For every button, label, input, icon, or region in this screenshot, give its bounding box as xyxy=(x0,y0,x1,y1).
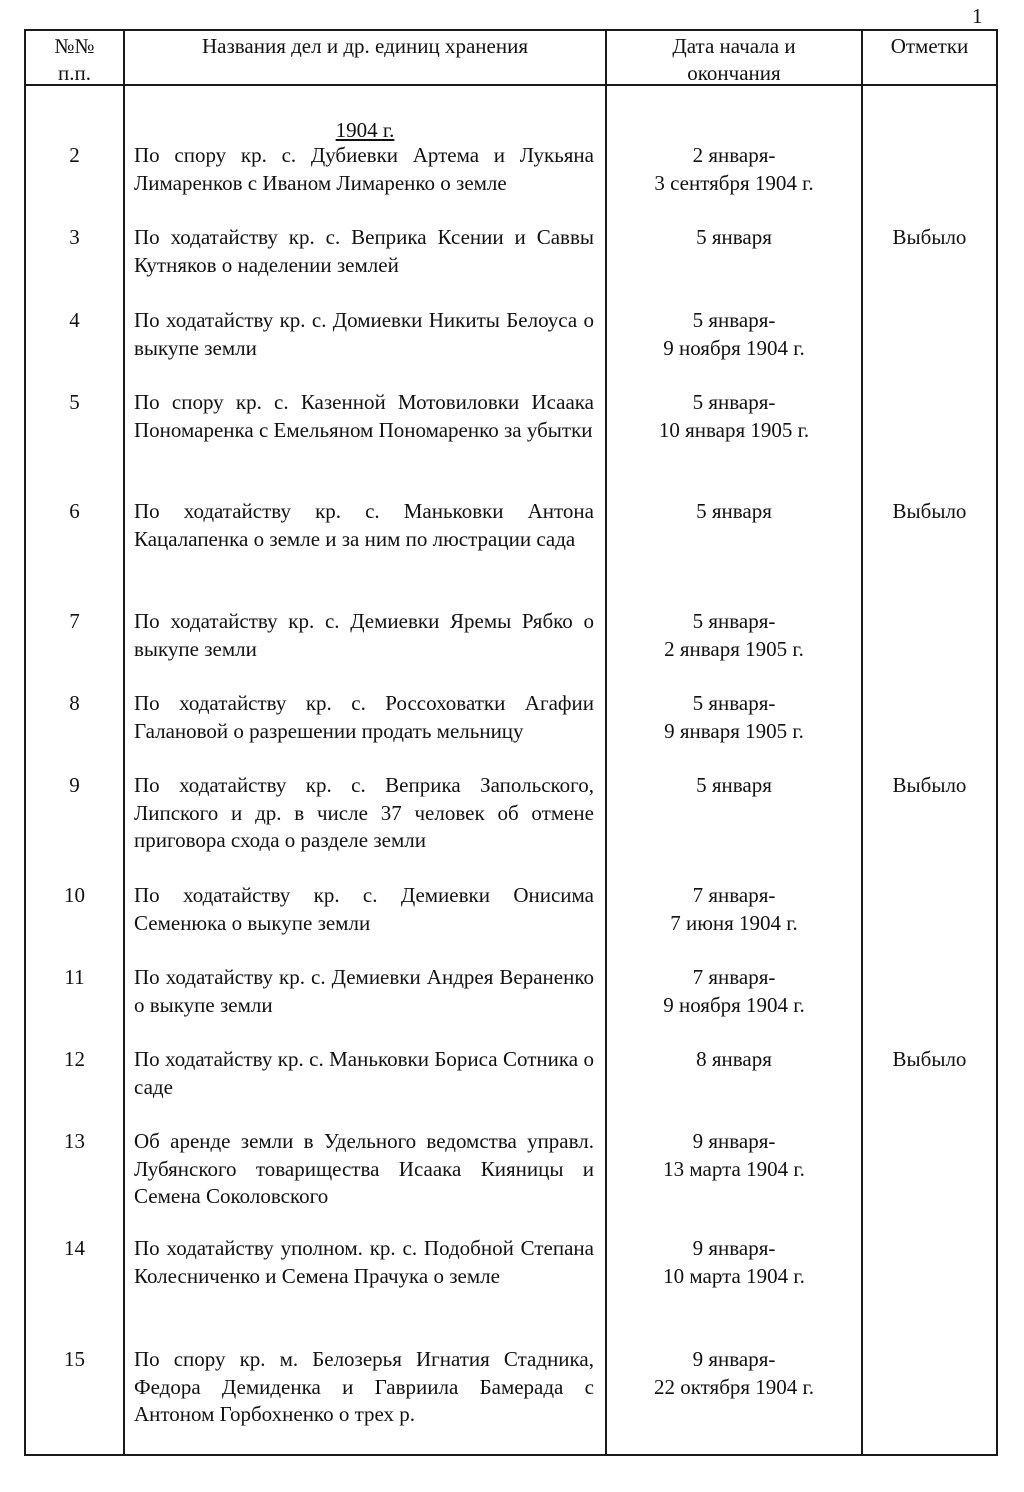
row-number: 7 xyxy=(69,609,80,633)
inventory-table xyxy=(24,29,998,1456)
row-note: Выбыло xyxy=(892,773,967,797)
row-number: 12 xyxy=(64,1047,85,1071)
row-number: 11 xyxy=(64,965,85,989)
row-title: По спору кр. с. Казенной Мотовиловки Исаака Пономаренка с Емельяном Пономаренко за убытки xyxy=(134,390,594,442)
row-date: 7 января- 7 июня 1904 г. xyxy=(670,883,798,935)
header-date-line1: Дата начала и xyxy=(672,34,796,58)
row-date: 8 января xyxy=(696,1047,772,1071)
row-number: 13 xyxy=(64,1129,85,1153)
page-number: 1 xyxy=(972,4,983,28)
header-number-column xyxy=(26,33,123,87)
header-date-line2: окончания xyxy=(687,61,781,85)
year-heading: 1904 г. xyxy=(335,118,395,142)
row-date: 5 января xyxy=(696,225,772,249)
header-date-column xyxy=(607,33,861,87)
header-number-line1: №№ xyxy=(54,34,95,58)
row-title: По ходатайству кр. с. Домиевки Никиты Белоуса о выкупе земли xyxy=(134,308,594,360)
row-number: 8 xyxy=(69,691,80,715)
row-title: По ходатайству кр. с. Демиевки Яремы Рябко о выкупе земли xyxy=(134,609,594,661)
row-date: 5 января- 10 января 1905 г. xyxy=(658,390,810,442)
row-title: По ходатайству кр. с. Демиевки Онисима Семенюка о выкупе земли xyxy=(134,883,594,935)
header-title-column: Названия дел и др. единиц хранения xyxy=(202,34,528,58)
column-divider xyxy=(123,31,125,1454)
row-date: 5 января xyxy=(696,773,772,797)
row-number: 4 xyxy=(69,308,80,332)
row-title: По ходатайству кр. с. Веприка Ксении и Саввы Кутняков о наделении землей xyxy=(134,225,594,277)
row-number: 9 xyxy=(69,773,80,797)
row-date: 5 января xyxy=(696,499,772,523)
row-note: Выбыло xyxy=(892,1047,967,1071)
row-number: 14 xyxy=(64,1236,85,1260)
row-number: 2 xyxy=(69,143,80,167)
row-title: По ходатайству кр. с. Россоховатки Агафии Галановой о разрешении продать мельницу xyxy=(134,691,594,743)
row-number: 15 xyxy=(64,1347,85,1371)
row-date: 5 января- 2 января 1905 г. xyxy=(664,609,804,661)
header-number-line2: п.п. xyxy=(58,61,91,85)
header-notes-column: Отметки xyxy=(890,34,969,58)
row-number: 10 xyxy=(64,883,85,907)
row-title: По ходатайству уполном. кр. с. Подобной Степана Колесниченко и Семена Прачука о земле xyxy=(134,1236,594,1288)
row-title: По ходатайству кр. с. Демиевки Андрея Вераненко о выкупе земли xyxy=(134,965,594,1017)
row-note: Выбыло xyxy=(892,499,967,523)
row-date: 5 января- 9 января 1905 г. xyxy=(664,691,804,743)
row-date: 5 января- 9 ноября 1904 г. xyxy=(663,308,805,360)
row-title: По спору кр. с. Дубиевки Артема и Лукьяна Лимаренков с Иваном Лимаренко о земле xyxy=(134,143,594,195)
row-title: По ходатайству кр. с. Маньковки Антона Кацалапенка о земле и за ним по люстрации сада xyxy=(134,499,594,551)
row-date: 9 января- 22 октября 1904 г. xyxy=(653,1347,815,1399)
row-date: 9 января- 10 марта 1904 г. xyxy=(663,1236,805,1288)
row-number: 3 xyxy=(69,225,80,249)
row-title: По ходатайству кр. с. Веприка Запольского, Липского и др. в числе 37 человек об отмене приговора схода о разделе земли xyxy=(134,773,594,852)
row-date: 2 января- 3 сентября 1904 г. xyxy=(654,143,814,195)
row-number: 5 xyxy=(69,390,80,414)
row-title: По спору кр. м. Белозерья Игнатия Стадника, Федора Демиденка и Гавриила Бамерада с Антоном Горбохненко о трех р. xyxy=(134,1347,594,1426)
row-date: 7 января- 9 ноября 1904 г. xyxy=(663,965,805,1017)
row-date: 9 января- 13 марта 1904 г. xyxy=(663,1129,805,1181)
row-note: Выбыло xyxy=(892,225,967,249)
row-number: 6 xyxy=(69,499,80,523)
row-title: По ходатайству кр. с. Маньковки Бориса Сотника о саде xyxy=(134,1047,594,1099)
row-title: Об аренде земли в Удельного ведомства управл. Лубянского товарищества Исаака Кияницы и Семена Соколовского xyxy=(134,1129,594,1208)
